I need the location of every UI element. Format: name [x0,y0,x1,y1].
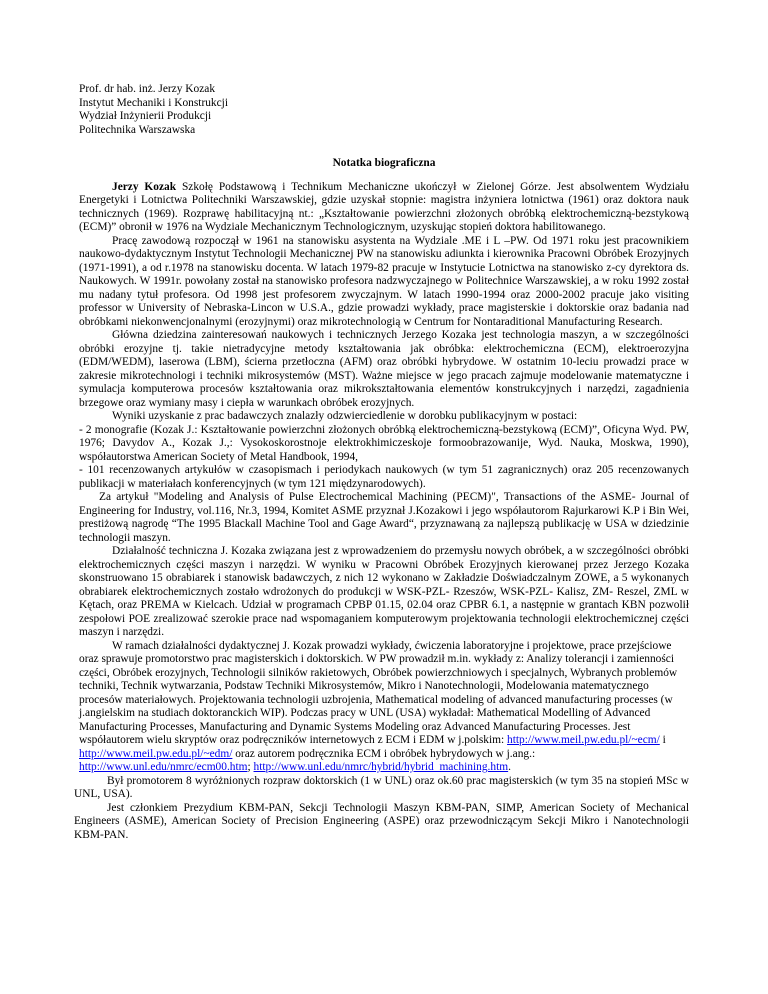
paragraph-research-interests: Główna dziedzina zainteresowań naukowych i technicznych Jerzego Kozaka jest technologia maszyn, a w szczególności obróbki erozyjne tj. takie nietradycyjne metody kształtowania jak obróbka: elektrochemiczna (ECM), elektroerozyjna (EDM/WEDM), laserowa (LBM), ścierna przetłoczna (AFM) oraz obróbki hybrydowe. W ostatnim 10-leciu prowadzi prace w zakresie mikrotechnologi i techniki mikrosystemów (MST). Ważne miejsce w jego pracach zajmuje modelowanie matematyczne i symulacja komputerowa procesów kształtowania oraz mikrokształtowania elementów konstrukcyjnych i narzędzi, zagadnienia brzegowe oraz wymiany masy i ciepła w warunkach obróbek erozyjnych. [79,329,689,409]
author-faculty: Wydział Inżynierii Produkcji [79,110,212,122]
paragraph-career: Pracę zawodową rozpoczął w 1961 na stanowisku asystenta na Wydziale .ME i L –PW. Od 1971 roku jest pracownikiem naukowo-dydaktycznym Instytut Technologii Mechanicznej PW na stanowisku adiunkta i kierownika Pracowni Obróbek Erozyjnych (1971-1991), a od r.1978 na stanowisku docenta. W latach 1979-82 pracuje w Instytucie Lotnictwa na stanowisko z-cy dyrektora ds. Naukowych. W 1991r. powołany został na stanowisko profesora nadzwyczajnego w Politechnice Warszawskiej, a w roku 1992 został mu nadany tytuł profesora. Od 1998 jest profesorem zwyczajnym. W latach 1990-1994 oraz 2000-2002 pracuje jako visiting professor w University of Nebraska-Lincon w U.S.A., gdzie prowadzi wykłady, prace magisterskie i doktorskie oraz badania nad obróbkami niekonwencjonalnymi (erozyjnymi) oraz mikrotechnologią w Centrum for Nontaraditional Manufacturing Research. [79,234,689,328]
text-connector: ; [247,761,254,773]
text-connector: . [508,761,511,773]
paragraph-teaching-text: W ramach działalności dydaktycznej J. Kozak prowadzi wykłady, ćwiczenia laboratoryjne i projektowe, prace przejściowe oraz sprawuje promotorstwo prac magisterskich i doktorskich. W PW prowadził m.in. wykłady z: Analizy tolerancji i zamienności części, Obróbek erozyjnych, Technologii silników rakietowych, Obróbek powierzchniowych i specjalnych, Wybranych problemów techniki, Technik wytwarzania, Podstaw Techniki Mikrosystemów, Mikro i Nanotechnologii, Modelowania matematycznego procesów materiałowych. Projektowania technologii uzbrojenia, Mathematical modeling of advanced manufacturing processes (w j.angielskim na studiach doktoranckich WIP). Podczas pracy w UNL (USA) wykładał: Mathematical Modelling of Advanced Manufacturing Processes, Manufacturing and Dynamic Systems Modeling oraz Advanced Manufacturing Processes. Jest współautorem wielu skryptów oraz podręczników internetowych z ECM i EDM w j.polskim: [79,639,678,746]
list-item-monographs: - 2 monografie (Kozak J.: Kształtowanie powierzchni złożonych obróbką elektrochemiczną-bezstykową (ECM)”, Oficyna Wyd. PW, 1976; Davydov A., Kozak J.,: Vysokoskorostnoje elektrokhimiczeskoje formoobrazowanije, Wyd. Nauka, Moskwa, 1990), współautorstwa American Society of Metal Handbook, 1994, [79,423,689,463]
author-header [79,83,689,137]
text-connector: i [659,734,666,746]
document-title: Notatka biograficzna [332,157,436,169]
paragraph-publications-intro: Wyniki uzyskanie z prac badawczych znalazły odzwierciedlenie w dorobku publikacyjnym w postaci: [112,410,578,422]
paragraph-supervision: Był promotorem 8 wyróżnionych rozpraw doktorskich (1 w UNL) oraz ok.60 prac magisterskich (w tym 35 na stopień MSc w UNL, USA). [74,774,689,800]
text-connector: oraz autorem podręcznika ECM i obróbek hybrydowych w j.ang.: [232,747,536,760]
link-ecm-handbook[interactable]: http://www.unl.edu/nmrc/ecm00.htm [79,761,248,773]
paragraph-technical-activity: Działalność techniczna J. Kozaka związana jest z wprowadzeniem do przemysłu nowych obróbek, a w szczególności obróbki elektrochemicznych części maszyn i narzędzi. W wyniku w Pracowni Obróbek Erozyjnych kierowanej przez Jerzego Kozaka skonstruowano 15 obrabiarek i stanowisk badawczych, z nich 12 wykonano w Zakładzie Doświadczalnym ZOWE, a 5 wykonanych obrabiarek elektrochemicznych zostało wdrożonych do produkcji w WSK-PZL- Rzeszów, WSK-PZL- Kalisz, ZM- Reszel, ZML w Kętach, oraz PREMA w Kielcach. Udział w programach CPBP 01.15, 02.04 oraz CPBR 6.1, a następnie w grantach KBN pozwolił zespołowi POE zrealizować szerokie prace nad wspomaganiem komputerowym projektowania technologii elektrochemicznej części maszyn i narzędzi. [79,545,689,638]
document-page [74,83,690,842]
paragraph-teaching [79,640,689,775]
author-university: Politechnika Warszawska [79,123,196,136]
author-name: Prof. dr hab. inż. Jerzy Kozak [79,83,216,95]
paragraph-award: Za artykuł "Modeling and Analysis of Pulse Electrochemical Machining (PECM)", Transactions of the ASME- Journal of Engineering for Industry, vol.116, Nr.3, 1994, Komitet ASME przyznał J.Kozakowi i jego współautorom Rajurkarowi K.P i Bin Wei, prestiżową nagrodę “The 1995 Blackall Machine Tool and Gage Award“, przyznawaną za najlepszą publikację w USA w dziedzinie technologii maszyn. [79,491,689,544]
paragraph-education [79,181,689,235]
link-hybrid-machining[interactable]: http://www.unl.edu/nmrc/hybrid/hybrid_machining.htm [253,761,509,773]
bio-subject-name: Jerzy Kozak [112,180,177,193]
paragraph-education-text: Szkołę Podstawową i Technikum Mechaniczne ukończył w Zielonej Górze. Jest absolwentem Wydziału Energetyki i Lotnictwa Politechniki Warszawskiej, gdzie uzyskał stopnie: magistra inżyniera lotnictwa (1961) oraz doktora nauk technicznych (1969). Rozprawę habilitacyjną nt.: „Kształtowanie powierzchni złożonych obróbką elektrochemiczną-bezstykową (ECM)” obronił w 1976 na Wydziale Mechanicznym Technologicznym, uzyskując stopień doktora habilitowanego. [79,180,690,233]
link-edm-course[interactable]: http://www.meil.pw.edu.pl/~edm/ [79,747,233,760]
link-ecm-course[interactable]: http://www.meil.pw.edu.pl/~ecm/ [507,734,660,746]
list-item-articles: - 101 recenzowanych artykułów w czasopismach i periodykach naukowych (w tym 51 zagranicznych) oraz 205 recenzowanych publikacji w materiałach konferencyjnych (w tym 121 międzynarodowych). [79,464,689,490]
paragraph-memberships: Jest członkiem Prezydium KBM-PAN, Sekcji Technologii Maszyn KBM-PAN, SIMP, American Society of Mechanical Engineers (ASME), American Society of Precision Engineering (ASPE) oraz przewodniczącym Sekcji Mikro i Nanotechnologii KBM-PAN. [74,801,689,841]
author-institute: Instytut Mechaniki i Konstrukcji [79,96,229,109]
